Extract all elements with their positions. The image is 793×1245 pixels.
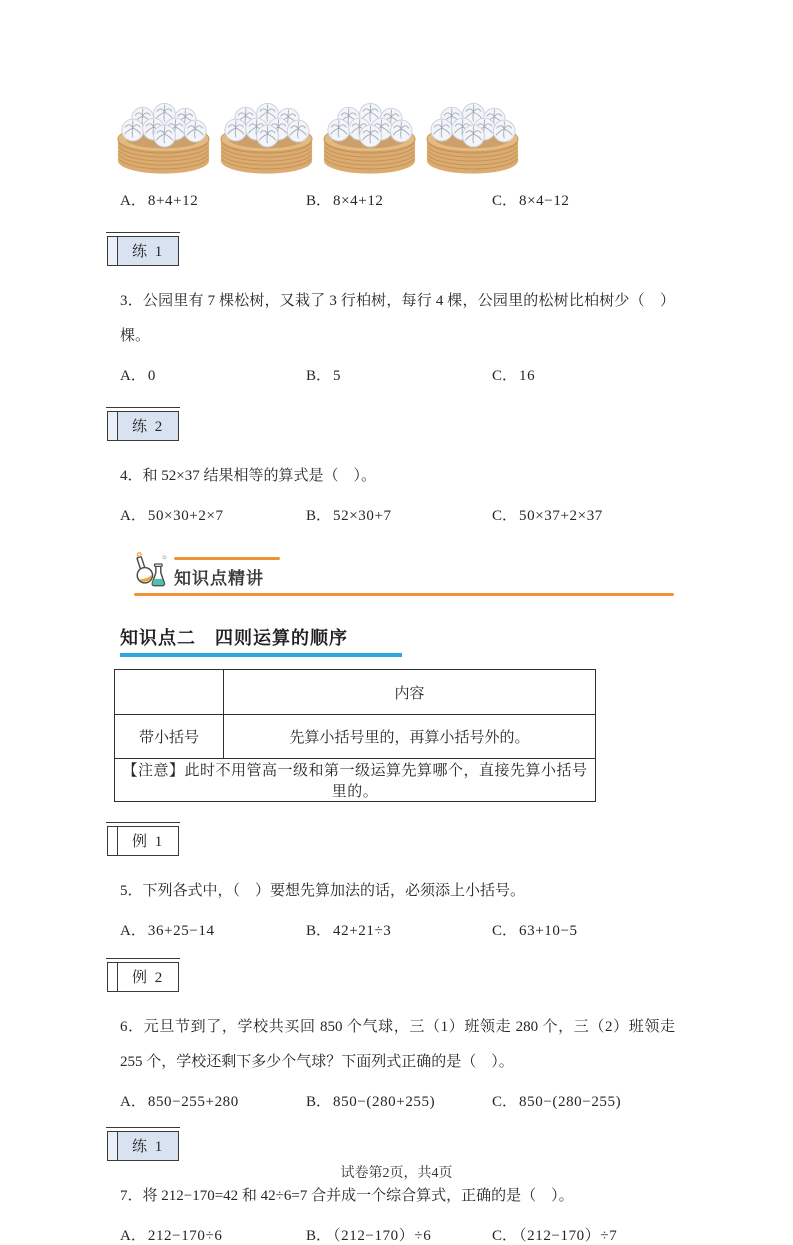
badge-left-strip (108, 412, 118, 440)
flask-icon (132, 549, 168, 589)
option-formula: 36+25−14 (147, 923, 215, 939)
option-c (492, 919, 578, 940)
option-letter: B． (306, 1228, 332, 1244)
option-formula: 212−170÷6 (147, 1228, 223, 1244)
option-c (492, 504, 603, 525)
question-5-options (120, 919, 675, 940)
option-b (306, 504, 492, 525)
knowledge-point-2-heading (120, 624, 675, 657)
option-b (306, 1090, 492, 1111)
option-letter: B． (306, 193, 332, 209)
option-a (120, 919, 306, 940)
option-c (492, 364, 535, 385)
option-formula: 850−255+280 (147, 1094, 239, 1110)
option-letter: C． (492, 923, 518, 939)
option-formula: （212−170）÷7 (519, 1228, 618, 1244)
option-letter: A． (120, 508, 146, 524)
example-1-badge (107, 826, 179, 856)
option-letter: A． (120, 923, 146, 939)
steamer-basket-image (112, 95, 215, 179)
option-letter: A． (120, 193, 146, 209)
option-letter: B． (306, 368, 332, 384)
badge-label: 例 1 (132, 834, 165, 850)
question-6-text: 6．元旦节到了，学校共买回 850 个气球，三（1）班领走 280 个，三（2）班领走 255 个，学校还剩下多少个气球？下面列式正确的是（ ）。 (120, 1019, 675, 1070)
option-formula: （212−170）÷6 (333, 1228, 432, 1244)
option-letter: C． (492, 1094, 518, 1110)
option-b (306, 1224, 492, 1245)
steamer-basket-image (215, 95, 318, 179)
question-4-options (120, 504, 675, 525)
table-row-label-cell: 带小括号 (115, 715, 224, 759)
badge-label: 练 1 (118, 237, 178, 265)
option-formula: 5 (333, 368, 342, 384)
question-7-text: 7．将 212−170=42 和 42÷6=7 合并成一个综合算式，正确的是（ ）。 (120, 1188, 574, 1204)
option-c (492, 189, 570, 210)
question-7-options (120, 1224, 675, 1245)
option-c (492, 1090, 621, 1111)
practice-2-badge (107, 411, 179, 441)
table-note-cell: 【注意】此时不用管高一级和第一级运算先算哪个，直接先算小括号里的。 (115, 759, 596, 802)
orange-underline (134, 593, 674, 596)
option-letter: B． (306, 923, 332, 939)
knowledge-section-banner (132, 549, 675, 589)
option-letter: B． (306, 508, 332, 524)
badge-label: 例 2 (132, 970, 165, 986)
table-note-row (115, 759, 596, 802)
option-letter: C． (492, 368, 518, 384)
badge-left-strip (108, 963, 118, 991)
option-formula: 8×4−12 (519, 193, 570, 209)
option-formula: 8+4+12 (147, 193, 199, 209)
option-formula: 16 (519, 368, 536, 384)
badge-left-strip (108, 827, 118, 855)
table-header-row (115, 670, 596, 715)
badge-label: 练 2 (118, 412, 178, 440)
option-formula: 50×30+2×7 (147, 508, 224, 524)
option-letter: C． (492, 1228, 518, 1244)
order-of-operations-table (114, 669, 596, 802)
option-formula: 850−(280−255) (519, 1094, 622, 1110)
section-title-wrap (174, 557, 280, 589)
worksheet-page (0, 95, 793, 1244)
option-formula: 50×37+2×37 (519, 508, 603, 524)
option-formula: 52×30+7 (333, 508, 392, 524)
option-formula: 8×4+12 (333, 193, 384, 209)
question-3-text: 3．公园里有 7 棵松树，又栽了 3 行柏树，每行 4 棵，公园里的松树比柏树少（ ）棵。 (120, 293, 675, 344)
practice-1-badge (107, 236, 179, 266)
practice-1-badge-second (107, 1131, 179, 1161)
badge-left-strip (108, 1132, 118, 1160)
question-6-options (120, 1090, 675, 1111)
table-empty-header-cell (115, 670, 224, 715)
example-2-badge (107, 962, 179, 992)
option-letter: C． (492, 193, 518, 209)
table-row (115, 715, 596, 759)
steamer-row (112, 95, 675, 179)
option-letter: C． (492, 508, 518, 524)
question-4-text: 4．和 52×37 结果相等的算式是（ ）。 (120, 468, 376, 484)
option-formula: 42+21÷3 (333, 923, 392, 939)
option-b (306, 364, 492, 385)
option-formula: 850−(280+255) (333, 1094, 436, 1110)
knowledge-point-2-title: 知识点二 四则运算的顺序 (120, 628, 348, 648)
steamer-basket-image (318, 95, 421, 179)
question-3-options (120, 364, 675, 385)
blue-underline-bar (120, 653, 402, 657)
option-letter: B． (306, 1094, 332, 1110)
option-letter: A． (120, 1094, 146, 1110)
steamer-basket-image (421, 95, 524, 179)
option-formula: 63+10−5 (519, 923, 578, 939)
option-formula: 0 (147, 368, 156, 384)
table-content-header-cell: 内容 (224, 670, 596, 715)
page-footer: 试卷第2页，共4页 (340, 1166, 453, 1181)
option-letter: A． (120, 368, 146, 384)
image-question-options (120, 189, 675, 210)
option-a (120, 1224, 306, 1245)
option-a (120, 1090, 306, 1111)
option-a (120, 504, 306, 525)
option-letter: A． (120, 1228, 146, 1244)
option-b (306, 919, 492, 940)
option-c (492, 1224, 617, 1245)
section-title: 知识点精讲 (174, 569, 264, 588)
badge-label: 练 1 (118, 1132, 178, 1160)
badge-left-strip (108, 237, 118, 265)
option-a (120, 364, 306, 385)
option-a (120, 189, 306, 210)
option-b (306, 189, 492, 210)
orange-topline (174, 557, 280, 560)
question-5-text: 5．下列各式中，（ ）要想先算加法的话，必须添上小括号。 (120, 883, 526, 899)
table-row-content-cell: 先算小括号里的，再算小括号外的。 (224, 715, 596, 759)
